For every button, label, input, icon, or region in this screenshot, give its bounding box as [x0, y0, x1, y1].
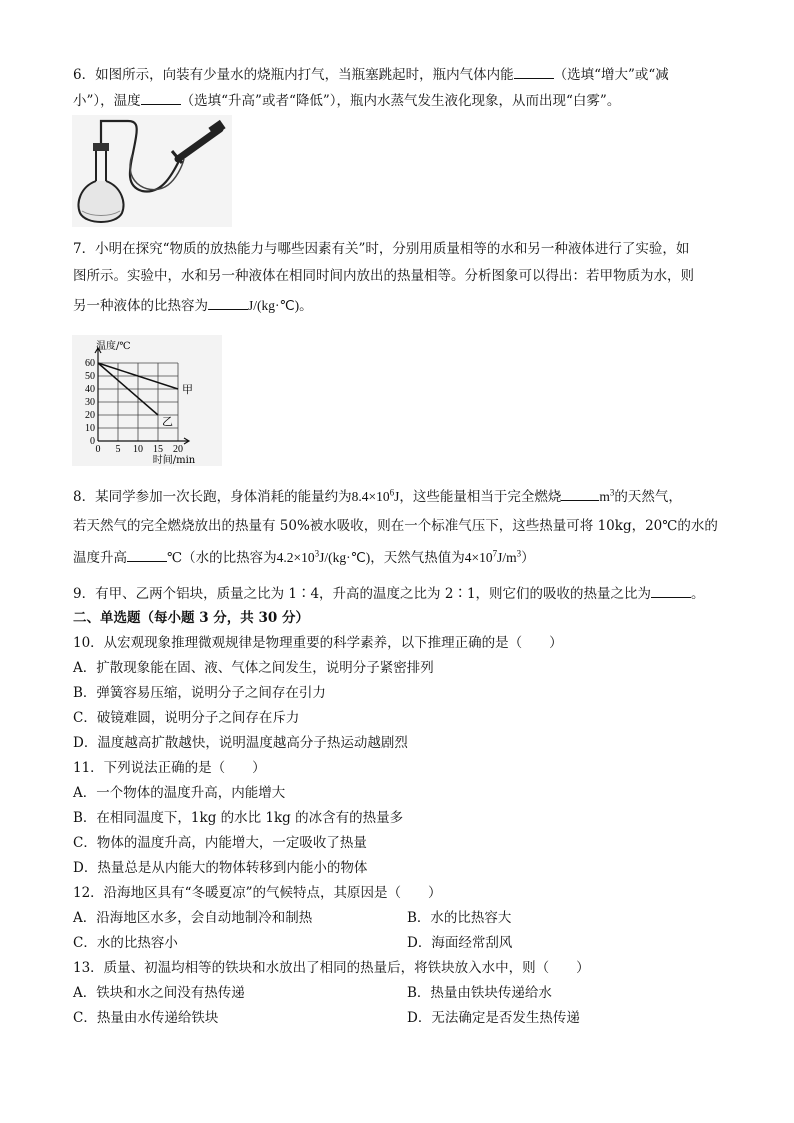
- q7-unit: J/(kg·℃): [248, 298, 300, 313]
- q10-option-a[interactable]: A．扩散现象能在固、液、气体之间发生，说明分子紧密排列: [73, 660, 434, 676]
- q8-text-c: 的天然气，: [614, 489, 682, 505]
- x-tick-20: 20: [173, 444, 183, 455]
- q8-volume-unit-base: m: [599, 489, 610, 504]
- y-tick-40: 40: [85, 384, 95, 395]
- q7-line-1: 7．小明在探究“物质的放热能力与哪些因素有关”时，分别用质量相等的水和另一种液体进行了实验，如: [73, 241, 690, 257]
- q13-option-a[interactable]: A．铁块和水之间没有热传递: [73, 985, 245, 1001]
- q11-option-c[interactable]: C．物体的温度升高，内能增大，一定吸收了热量: [73, 835, 367, 851]
- q8-volume-unit-exp: 3: [609, 487, 615, 498]
- q9-line: [73, 583, 705, 604]
- q6-text-a: 6．如图所示，向装有少量水的烧瓶内打气，当瓶塞跳起时，瓶内气体内能: [73, 67, 514, 83]
- q6-text-c: 小”），温度: [73, 93, 141, 109]
- q13-option-c[interactable]: C．热量由水传递给铁块: [73, 1010, 219, 1026]
- q8-energy: [352, 489, 400, 504]
- q7-line-3: [73, 295, 313, 316]
- section-2-title: 二、单选题（每小题 3 分，共 30 分）: [73, 610, 309, 626]
- y-tick-0: 0: [90, 436, 95, 447]
- q10-stem: 10．从宏观现象推理微观规律是物理重要的科学素养，以下推理正确的是（ ）: [73, 635, 563, 651]
- q8-volume-unit: [599, 489, 614, 504]
- y-tick-30: 30: [85, 397, 95, 408]
- q8-text-d: 温度升高: [73, 550, 127, 566]
- q6-line-1: [73, 64, 669, 85]
- q8-heat-value-unit-exp: 3: [516, 548, 522, 559]
- q8-heat-value-unit: J/m: [497, 550, 517, 565]
- q8-heat-value: [465, 550, 521, 565]
- q10-option-d[interactable]: D．温度越高扩散越快，说明温度越高分子热运动越剧烈: [73, 735, 408, 751]
- q11-option-b[interactable]: B．在相同温度下，1kg 的水比 1kg 的冰含有的热量多: [73, 810, 404, 826]
- y-tick-50: 50: [85, 371, 95, 382]
- x-tick-5: 5: [115, 444, 121, 455]
- q8-energy-unit: J: [394, 489, 400, 504]
- temperature-time-chart: [72, 335, 222, 466]
- q9-blank[interactable]: [651, 583, 691, 598]
- q9-text: 9．有甲、乙两个铝块，质量之比为 1∶4，升高的温度之比为 2∶1，则它们的吸收的热量之比为: [73, 586, 652, 602]
- q8-line-2: 若天然气的完全燃烧放出的热量有 50%被水吸收，则在一个标准气压下，这些热量可将 10kg，20℃的水的: [73, 518, 718, 534]
- q12-option-c[interactable]: C．水的比热容小: [73, 935, 178, 951]
- x-tick-15: 15: [153, 444, 163, 455]
- q6-text-d: （选填“升高”或者“降低”），瓶内水蒸气发生液化现象，从而出现“白雾”。: [180, 93, 621, 109]
- y-tick-10: 10: [85, 423, 95, 434]
- q8-specific-heat-exp: 3: [314, 548, 320, 559]
- q11-option-a[interactable]: A．一个物体的温度升高，内能增大: [73, 785, 286, 801]
- q8-specific-heat-base: 4.2×10: [276, 550, 315, 565]
- q8-specific-heat: [277, 550, 371, 565]
- q7-end: 。: [299, 298, 313, 314]
- q8-text-f: ，天然气热值为: [370, 550, 465, 566]
- q8-text-g: ）: [521, 550, 535, 566]
- q8-energy-base: 8.4×10: [351, 489, 390, 504]
- q10-option-b[interactable]: B．弹簧容易压缩，说明分子之间存在引力: [73, 685, 326, 701]
- q13-stem: 13．质量、初温均相等的铁块和水放出了相同的热量后，将铁块放入水中，则（ ）: [73, 960, 590, 976]
- q8-heat-value-base: 4×10: [464, 550, 493, 565]
- q11-stem: 11．下列说法正确的是（ ）: [73, 760, 266, 776]
- q8-blank-2[interactable]: [127, 547, 167, 562]
- series-label-1: 甲: [182, 383, 193, 396]
- x-tick-0: 0: [95, 444, 101, 455]
- q7-text-a: 另一种液体的比热容为: [73, 298, 208, 314]
- x-tick-10: 10: [133, 444, 143, 455]
- q7-blank[interactable]: [208, 295, 248, 310]
- q9-end: 。: [691, 586, 705, 602]
- y-tick-60: 60: [85, 358, 95, 369]
- q6-blank-1[interactable]: [514, 64, 554, 79]
- q7-line-2: 图所示。实验中，水和另一种液体在相同时间内放出的热量相等。分析图象可以得出：若甲物质为水，则: [73, 268, 694, 284]
- q8-specific-heat-unit: J/(kg·℃): [319, 550, 371, 565]
- q13-option-b[interactable]: B．热量由铁块传递给水: [407, 985, 552, 1001]
- q6-text-b: （选填“增大”或“减: [553, 67, 669, 83]
- q12-option-d[interactable]: D．海面经常刮风: [407, 935, 513, 951]
- q8-blank-1[interactable]: [561, 486, 599, 501]
- q8-line-1: [73, 486, 682, 507]
- q6-blank-2[interactable]: [141, 90, 181, 105]
- q12-stem: 12．沿海地区具有“冬暖夏凉”的气候特点，其原因是（ ）: [73, 885, 442, 901]
- q12-option-b[interactable]: B．水的比热容大: [407, 910, 512, 926]
- q8-energy-exp: 6: [389, 487, 395, 498]
- q8-text-b: ，这些能量相当于完全燃烧: [399, 489, 562, 505]
- q8-text-e: ℃（水的比热容为: [167, 550, 277, 566]
- series-label-2: 乙: [162, 415, 173, 428]
- q8-line-3: [73, 547, 535, 568]
- q12-option-a[interactable]: A．沿海地区水多，会自动地制冷和制热: [73, 910, 313, 926]
- flask-pump-figure: [72, 115, 232, 227]
- x-axis-label: 时间/min: [152, 455, 196, 466]
- q8-text-a: 8．某同学参加一次长跑，身体消耗的能量约为: [73, 489, 352, 505]
- q8-heat-value-exp: 7: [492, 548, 498, 559]
- q6-line-2: [73, 90, 620, 111]
- y-axis-label: 温度/℃: [96, 341, 131, 352]
- q10-option-c[interactable]: C．破镜难圆，说明分子之间存在斥力: [73, 710, 300, 726]
- q13-option-d[interactable]: D．无法确定是否发生热传递: [407, 1010, 580, 1026]
- y-tick-20: 20: [85, 410, 95, 421]
- q11-option-d[interactable]: D．热量总是从内能大的物体转移到内能小的物体: [73, 860, 368, 876]
